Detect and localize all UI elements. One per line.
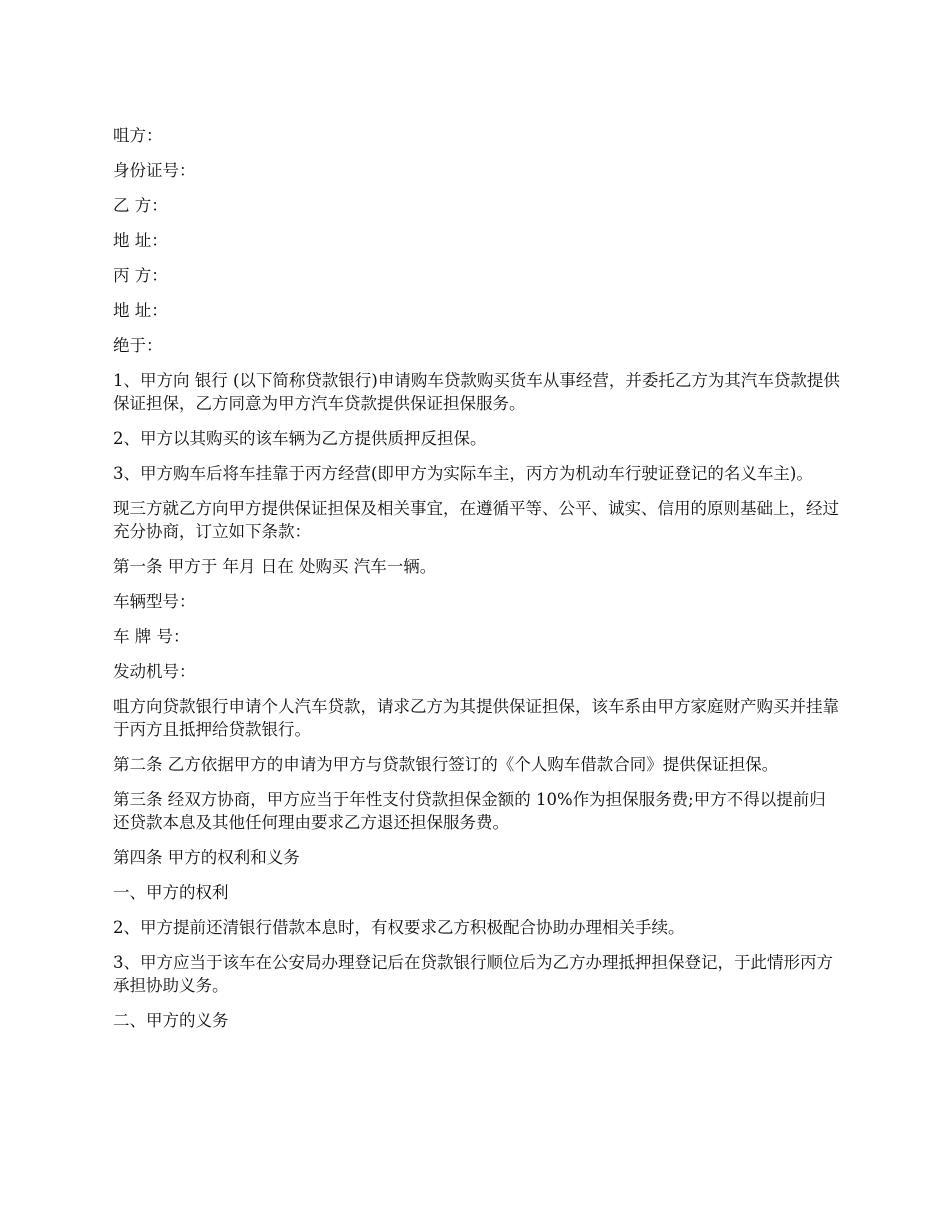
recital-1: 1、甲方向 银行 (以下简称贷款银行)申请购车贷款购买货车从事经营，并委托乙方为其汽车贷款提供保证担保，乙方同意为甲方汽车贷款提供保证担保服务。 [113, 371, 840, 413]
license-plate-label: 车 牌 号： [113, 627, 190, 646]
article-1: 第一条 甲方于 年月 日在 处购买 汽车一辆。 [113, 557, 437, 576]
party-b-label: 乙 方： [113, 196, 168, 215]
vehicle-model-label: 车辆型号： [113, 592, 196, 611]
preamble-heading: 绝于： [113, 336, 163, 355]
article-3: 第三条 经双方协商，甲方应当于年性支付贷款担保金额的 10%作为担保服务费;甲方不得以提前归还贷款本息及其他任何理由要求乙方退还担保服务费。 [113, 790, 826, 832]
party-a-right-3: 3、甲方应当于该车在公安局办理登记后在贷款银行顺位后为乙方办理抵押担保登记，于此情形丙方承担协助义务。 [113, 953, 833, 995]
document-body [113, 124, 841, 1044]
agreement-intro: 现三方就乙方向甲方提供保证担保及相关事宜，在遵循平等、公平、诚实、信用的原则基础上，经过充分协商，订立如下条款： [113, 499, 839, 541]
party-b-address-label: 地 址： [113, 231, 168, 250]
article-4-heading: 第四条 甲方的权利和义务 [113, 848, 300, 867]
party-c-label: 丙 方： [113, 266, 168, 285]
engine-number-label: 发动机号： [113, 662, 196, 681]
party-a-label: 咀方： [113, 126, 163, 145]
loan-request-paragraph: 咀方向贷款银行申请个人汽车贷款，请求乙方为其提供保证担保，该车系由甲方家庭财产购买并挂靠于丙方且抵押给贷款银行。 [113, 697, 839, 739]
recital-3: 3、甲方购车后将车挂靠于丙方经营(即甲方为实际车主，丙方为机动车行驶证登记的名义车主)。 [113, 464, 813, 483]
party-a-right-2: 2、甲方提前还清银行借款本息时，有权要求乙方积极配合协助办理相关手续。 [113, 918, 685, 937]
id-number-label: 身份证号： [113, 161, 196, 180]
party-c-address-label: 地 址： [113, 301, 168, 320]
article-2: 第二条 乙方依据甲方的申请为甲方与贷款银行签订的《个人购车借款合同》提供保证担保。 [113, 755, 779, 774]
recital-2: 2、甲方以其购买的该车辆为乙方提供质押反担保。 [113, 429, 487, 448]
party-a-rights-heading: 一、甲方的权利 [113, 883, 229, 902]
party-a-duties-heading: 二、甲方的义务 [113, 1011, 229, 1030]
